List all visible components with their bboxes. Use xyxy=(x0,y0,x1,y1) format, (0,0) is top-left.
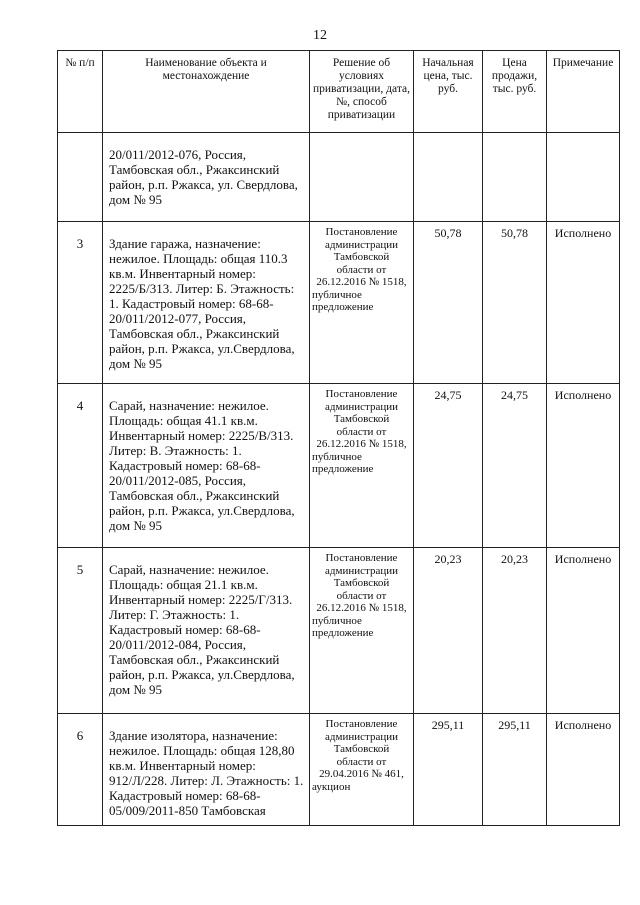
decision-cell xyxy=(310,222,414,384)
table-row xyxy=(58,384,620,548)
sale-price: 24,75 xyxy=(483,384,547,548)
object-name-line: Сарай, назначение: нежилое. xyxy=(109,398,269,413)
header-note: Примечание xyxy=(547,51,620,133)
decision-line: Тамбовской xyxy=(333,251,390,263)
object-name-cell xyxy=(103,548,310,714)
object-name-line: дом № 95 xyxy=(109,518,162,533)
sale-price: 295,11 xyxy=(483,714,547,826)
object-name-line: Кадастровый номер: 68-68- xyxy=(109,458,261,473)
object-name-cell xyxy=(103,222,310,384)
object-name-line: Тамбовская обл., Ржаксинский xyxy=(109,652,280,667)
decision-line: администрации xyxy=(325,564,398,577)
object-name-line: кв.м. Инвентарный номер: xyxy=(109,266,256,281)
header-name: Наименование объекта и местонахождение xyxy=(103,51,310,133)
start-price xyxy=(414,133,483,222)
decision-line: Постановление xyxy=(325,226,398,238)
object-name-line: Кадастровый номер: 68-68- xyxy=(109,622,261,637)
privatization-table xyxy=(57,50,620,826)
object-name-line: дом № 95 xyxy=(109,192,162,207)
object-name-line: 1. Кадастровый номер: 68-68- xyxy=(109,296,274,311)
decision-line: публичное xyxy=(312,450,362,463)
table-row xyxy=(58,222,620,384)
start-price: 295,11 xyxy=(414,714,483,826)
decision-cell xyxy=(310,133,414,222)
object-name-line: нежилое. Площадь: общая 128,80 xyxy=(109,743,295,758)
decision-line: Постановление xyxy=(325,718,398,730)
decision-line: области от xyxy=(336,263,387,276)
header-decision: Решение об условиях приватизации, дата, №, способ приватизации xyxy=(310,51,414,133)
header-start-price: Начальная цена, тыс. руб. xyxy=(414,51,483,133)
object-name-line: дом № 95 xyxy=(109,356,162,371)
object-name-line: Кадастровый номер: 68-68- xyxy=(109,788,261,803)
start-price: 20,23 xyxy=(414,548,483,714)
decision-line: области от xyxy=(336,589,387,602)
object-name-line: Тамбовская обл., Ржаксинский xyxy=(109,488,280,503)
row-num xyxy=(58,133,103,222)
header-sale-price: Цена продажи, тыс. руб. xyxy=(483,51,547,133)
object-name-line: 20/011/2012-085, Россия, xyxy=(109,473,247,488)
note: Исполнено xyxy=(547,548,620,714)
start-price: 24,75 xyxy=(414,384,483,548)
object-name-line: нежилое. Площадь: общая 110.3 xyxy=(109,251,288,266)
object-name-line: 2225/Б/313. Литер: Б. Этажность: xyxy=(109,281,295,296)
object-name-line: дом № 95 xyxy=(109,682,162,697)
header-num: № п/п xyxy=(58,51,103,133)
decision-line: администрации xyxy=(325,238,398,251)
decision-line: 29.04.2016 № 461, xyxy=(319,768,404,780)
object-name-line: Площадь: общая 41.1 кв.м. xyxy=(109,413,258,428)
decision-line: предложение xyxy=(312,627,374,639)
object-name-cell xyxy=(103,133,310,222)
object-name-line: 20/011/2012-077, Россия, xyxy=(109,311,247,326)
object-name-line: Инвентарный номер: 2225/В/313. xyxy=(109,428,294,443)
table-row xyxy=(58,548,620,714)
decision-line: Постановление xyxy=(325,388,398,400)
row-num: 4 xyxy=(58,384,103,548)
object-name-line: Здание гаража, назначение: xyxy=(109,236,261,251)
object-name-line: район, р.п. Ржакса, ул.Свердлова, xyxy=(109,341,295,356)
object-name-line: 05/009/2011-850 Тамбовская xyxy=(109,803,266,818)
table-row xyxy=(58,133,620,222)
object-name-line: 912/Л/228. Литер: Л. Этажность: 1. xyxy=(109,773,304,788)
object-name-cell xyxy=(103,714,310,826)
object-name-line: Тамбовская обл., Ржаксинский xyxy=(109,326,280,341)
note: Исполнено xyxy=(547,714,620,826)
note xyxy=(547,133,620,222)
object-name-line: Здание изолятора, назначение: xyxy=(109,728,278,743)
row-num: 5 xyxy=(58,548,103,714)
sale-price: 50,78 xyxy=(483,222,547,384)
object-name-line: 20/011/2012-076, Россия, xyxy=(109,147,247,162)
decision-cell xyxy=(310,384,414,548)
object-name-line: Литер: В. Этажность: 1. xyxy=(109,443,242,458)
decision-line: 26.12.2016 № 1518, xyxy=(316,602,407,614)
note: Исполнено xyxy=(547,384,620,548)
decision-line: предложение xyxy=(312,463,374,475)
decision-line: 26.12.2016 № 1518, xyxy=(316,438,407,450)
decision-line: публичное xyxy=(312,614,362,627)
decision-line: 26.12.2016 № 1518, xyxy=(316,276,407,288)
object-name-line: Площадь: общая 21.1 кв.м. xyxy=(109,577,258,592)
sale-price xyxy=(483,133,547,222)
note: Исполнено xyxy=(547,222,620,384)
object-name-line: район, р.п. Ржакса, ул.Свердлова, xyxy=(109,667,295,682)
decision-line: публичное xyxy=(312,288,362,301)
decision-cell xyxy=(310,548,414,714)
decision-line: Тамбовской xyxy=(333,577,390,589)
object-name-line: район, р.п. Ржакса, ул. Свердлова, xyxy=(109,177,298,192)
decision-line: Постановление xyxy=(325,552,398,564)
object-name-cell xyxy=(103,384,310,548)
object-name-line: Тамбовская обл., Ржаксинский xyxy=(109,162,280,177)
table-row xyxy=(58,714,620,826)
decision-line: аукцион xyxy=(312,780,351,793)
page-number: 12 xyxy=(313,28,327,43)
decision-line: администрации xyxy=(325,730,398,743)
object-name-line: Литер: Г. Этажность: 1. xyxy=(109,607,240,622)
table-header-row xyxy=(58,51,620,133)
start-price: 50,78 xyxy=(414,222,483,384)
row-num: 6 xyxy=(58,714,103,826)
object-name-line: район, р.п. Ржакса, ул.Свердлова, xyxy=(109,503,295,518)
object-name-line: кв.м. Инвентарный номер: xyxy=(109,758,256,773)
decision-line: области от xyxy=(336,755,387,768)
decision-line: Тамбовской xyxy=(333,413,390,425)
object-name-line: Сарай, назначение: нежилое. xyxy=(109,562,269,577)
decision-line: администрации xyxy=(325,400,398,413)
decision-cell xyxy=(310,714,414,826)
decision-line: Тамбовской xyxy=(333,743,390,755)
object-name-line: 20/011/2012-084, Россия, xyxy=(109,637,247,652)
row-num: 3 xyxy=(58,222,103,384)
sale-price: 20,23 xyxy=(483,548,547,714)
object-name-line: Инвентарный номер: 2225/Г/313. xyxy=(109,592,293,607)
decision-line: предложение xyxy=(312,301,374,313)
decision-line: области от xyxy=(336,425,387,438)
